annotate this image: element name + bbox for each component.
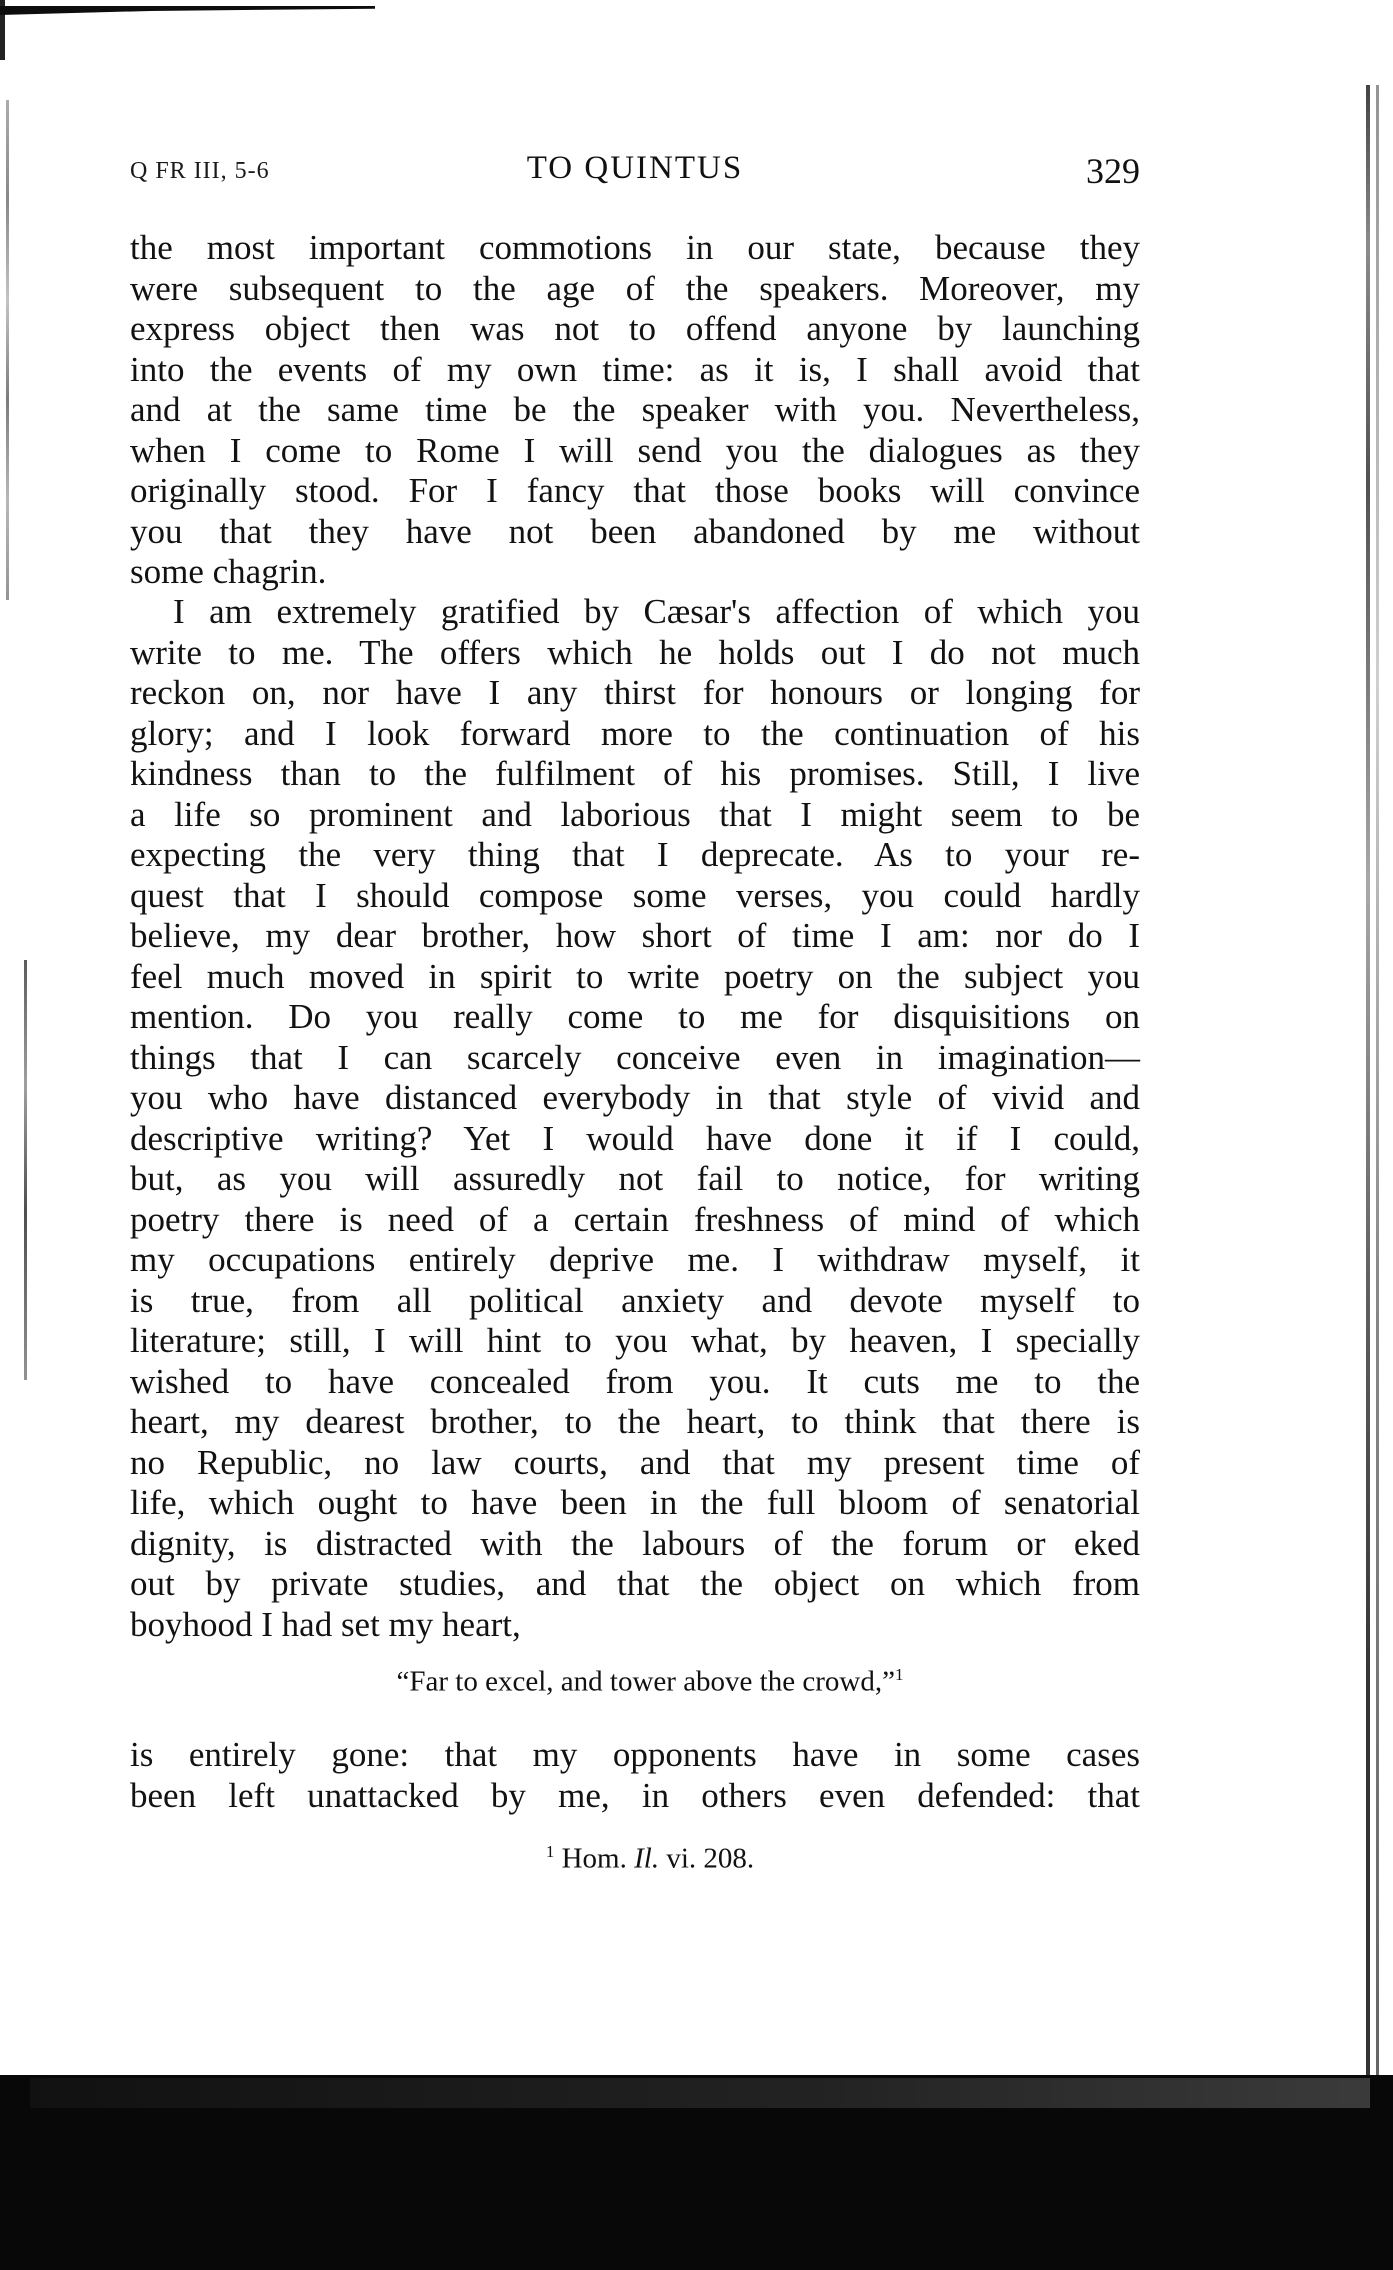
text-line: heart, my dearest brother, to the heart, to think that there is — [130, 1402, 1140, 1441]
text-line: when I come to Rome I will send you the dialogues as they — [130, 430, 1140, 470]
text-line: descriptive writing? Yet I would have done it if I could, — [130, 1118, 1140, 1158]
text-line: the most important commotions in our state, because they — [130, 228, 1140, 267]
text-line: poetry there is need of a certain freshness of mind of which — [130, 1199, 1140, 1239]
quotation-text: “Far to excel, and tower above the crowd,” — [396, 1665, 895, 1698]
page-title: TO QUINTUS — [526, 150, 744, 186]
text-line: literature; still, I will hint to you what, by heaven, I specially — [130, 1321, 1140, 1360]
verse-quotation — [130, 1665, 1140, 1699]
paragraph-continued — [130, 228, 1140, 593]
text-line: quest that I should compose some verses, you could hardly — [130, 875, 1140, 915]
text-line: into the events of my own time: as it is, I shall avoid that — [130, 349, 1140, 389]
scan-right-edge-inner — [1376, 85, 1379, 2085]
scan-right-edge — [1366, 85, 1370, 2085]
text-line: reckon on, nor have I any thirst for honours or longing for — [130, 673, 1140, 712]
text-line: mention. Do you really come to me for disquisitions on — [130, 997, 1140, 1036]
paragraph-caesar — [130, 592, 1140, 1645]
scan-left-margin — [6, 100, 9, 600]
scan-top-rule — [0, 6, 375, 15]
text-line: feel much moved in spirit to write poetry on the subject you — [130, 956, 1140, 996]
text-line: no Republic, no law courts, and that my present time of — [130, 1442, 1140, 1482]
section-reference: Q FR III, 5-6 — [130, 158, 270, 184]
text-line: my occupations entirely deprive me. I withdraw myself, it — [130, 1240, 1140, 1279]
footnote-marker: 1 — [545, 1842, 555, 1861]
text-line: you who have distanced everybody in that style of vivid and — [130, 1078, 1140, 1117]
text-line: were subsequent to the age of the speakers. Moreover, my — [130, 268, 1140, 308]
text-line: some chagrin. — [130, 552, 327, 591]
text-line: write to me. The offers which he holds out I do not much — [130, 632, 1140, 672]
paragraph-after-quote — [130, 1735, 1140, 1816]
text-line: kindness than to the fulfilment of his promises. Still, I live — [130, 754, 1140, 793]
text-line: believe, my dear brother, how short of time I am: nor do I — [130, 916, 1140, 955]
scan-left-margin-lower — [24, 960, 27, 1380]
text-line: a life so prominent and laborious that I might seem to be — [130, 794, 1140, 834]
scan-bottom-edge — [30, 2078, 1370, 2108]
text-line: express object then was not to offend anyone by launching — [130, 309, 1140, 348]
page-number: 329 — [1086, 151, 1140, 191]
text-line: been left unattacked by me, in others even defended: that — [130, 1775, 1140, 1815]
text-line: and at the same time be the speaker with you. Nevertheless, — [130, 390, 1140, 429]
text-line: expecting the very thing that I deprecate. As to your re- — [130, 835, 1140, 874]
footnote-reference: 1 — [894, 1665, 904, 1684]
text-line: you that they have not been abandoned by me without — [130, 511, 1140, 551]
footnote-citation: vi. 208. — [666, 1842, 755, 1875]
footnote-work: Il. — [634, 1842, 660, 1875]
text-line: is entirely gone: that my opponents have in some cases — [130, 1735, 1140, 1774]
text-line: boyhood I had set my heart, — [130, 1604, 521, 1644]
text-line: dignity, is distracted with the labours of the forum or eked — [130, 1523, 1140, 1563]
text-line: out by private studies, and that the object on which from — [130, 1564, 1140, 1603]
footnote-prefix: Hom. — [561, 1842, 627, 1875]
text-line: glory; and I look forward more to the continuation of his — [130, 713, 1140, 753]
text-line: originally stood. For I fancy that those books will convince — [130, 471, 1140, 510]
text-line: I am extremely gratified by Cæsar's affection of which you — [173, 592, 1140, 631]
text-line: life, which ought to have been in the full bloom of senatorial — [130, 1483, 1140, 1522]
text-line: but, as you will assuredly not fail to notice, for writing — [130, 1159, 1140, 1198]
text-line: things that I can scarcely conceive even in imagination— — [130, 1037, 1140, 1077]
footnote — [130, 1842, 1140, 1876]
text-line: is true, from all political anxiety and devote myself to — [130, 1280, 1140, 1320]
text-line: wished to have concealed from you. It cuts me to the — [130, 1361, 1140, 1401]
running-head — [130, 150, 1140, 200]
